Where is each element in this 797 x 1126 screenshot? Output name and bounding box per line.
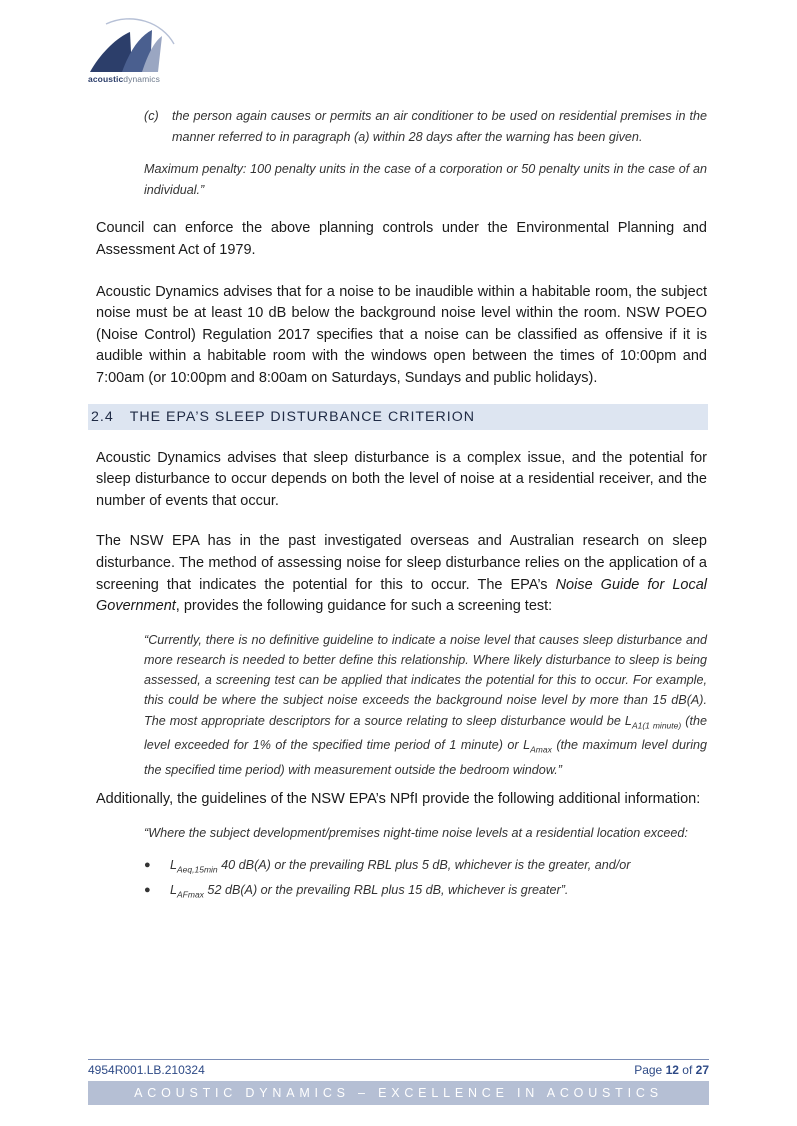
page-body [91, 106, 707, 904]
footer-tagline: ACOUSTIC DYNAMICS – EXCELLENCE IN ACOUSTICS [88, 1081, 709, 1105]
paragraph-npfi: Additionally, the guidelines of the NSW EPA’s NPfI provide the following additional information: [96, 791, 701, 808]
logo-wordmark: acousticdynamics [88, 74, 160, 84]
paragraph-sleep-complex: Acoustic Dynamics advises that sleep disturbance is a complex issue, and the potential for sleep disturbance to occur depends on both the level of noise at a residential receiver, and the number of events that occur. [96, 449, 707, 509]
footer-divider [88, 1059, 709, 1060]
paragraph-epa-research: The NSW EPA has in the past investigated overseas and Australian research on sleep disturbance. The method of assessing noise for sleep disturbance relies on the application of a screening that indicates the potential for this to occur. The EPA’s Noise Guide for Local Government, provides the following guidance for such a screening test: [96, 533, 707, 615]
penalty-note: Maximum penalty: 100 penalty units in the case of a corporation or 50 penalty units in the case of an individual.” [144, 162, 707, 197]
section-heading [88, 404, 708, 430]
quote-screening: “Currently, there is no definitive guideline to indicate a noise level that causes sleep disturbance and more research is needed to better define this relationship. Where likely disturbance to sleep is being assessed, a screening test can be applied that indicates the potential for this to occur. For example, this could be where the subject noise exceeds the background noise level by more than 15 dB(A). The most appropriate descriptors for a source relating to sleep disturbance would be $L_{A1(1 minute)}$ (the level exceeded for 1% of the specified time period of 1 minute) or $L_{Amax}$ (the maximum level during the specified time period) with measurement outside the bedroom window.” [144, 632, 707, 777]
paragraph-enforcement: Council can enforce the above planning controls under the Environmental Planning and Assessment Act of 1979. [96, 220, 707, 258]
paragraph-inaudible: Acoustic Dynamics advises that for a noise to be inaudible within a habitable room, the subject noise must be at least 10 dB below the background noise level within the room. NSW POEO (Noise Control) Regulation 2017 specifies that a noise can be classified as offensive if it is audible within a habitable room with the windows open between the times of 10:00pm and 7:00am (or 10:00pm and 8:00am on Saturdays, Sundays and public holidays). [96, 283, 707, 386]
clause-c [144, 106, 707, 147]
section-title: THE EPA’S SLEEP DISTURBANCE CRITERION [129, 408, 475, 425]
document-reference: 4954R001.LB.210324 [88, 1063, 205, 1077]
clause-text: the person again causes or permits an air conditioner to be used on residential premises in the manner referred to in paragraph (a) within 28 days after the warning has been given. [172, 109, 707, 144]
quote-npfi: “Where the subject development/premises night-time noise levels at a residential location exceed: [144, 825, 688, 840]
section-number: 2.4 [91, 408, 114, 425]
clause-label: (c) [144, 109, 159, 123]
guide-title: Noise Guide for Local Government [96, 576, 707, 615]
bullet-item: ● $L_{AFmax}$ 52 dB(A) or the prevailing RBL plus 15 dB, whichever is greater”. [144, 882, 569, 900]
page-number: Page 12 of 27 [634, 1063, 709, 1077]
bullet-item: ● $L_{Aeq,15min}$ 40 dB(A) or the prevailing RBL plus 5 dB, whichever is the greater, and/or [144, 857, 631, 875]
